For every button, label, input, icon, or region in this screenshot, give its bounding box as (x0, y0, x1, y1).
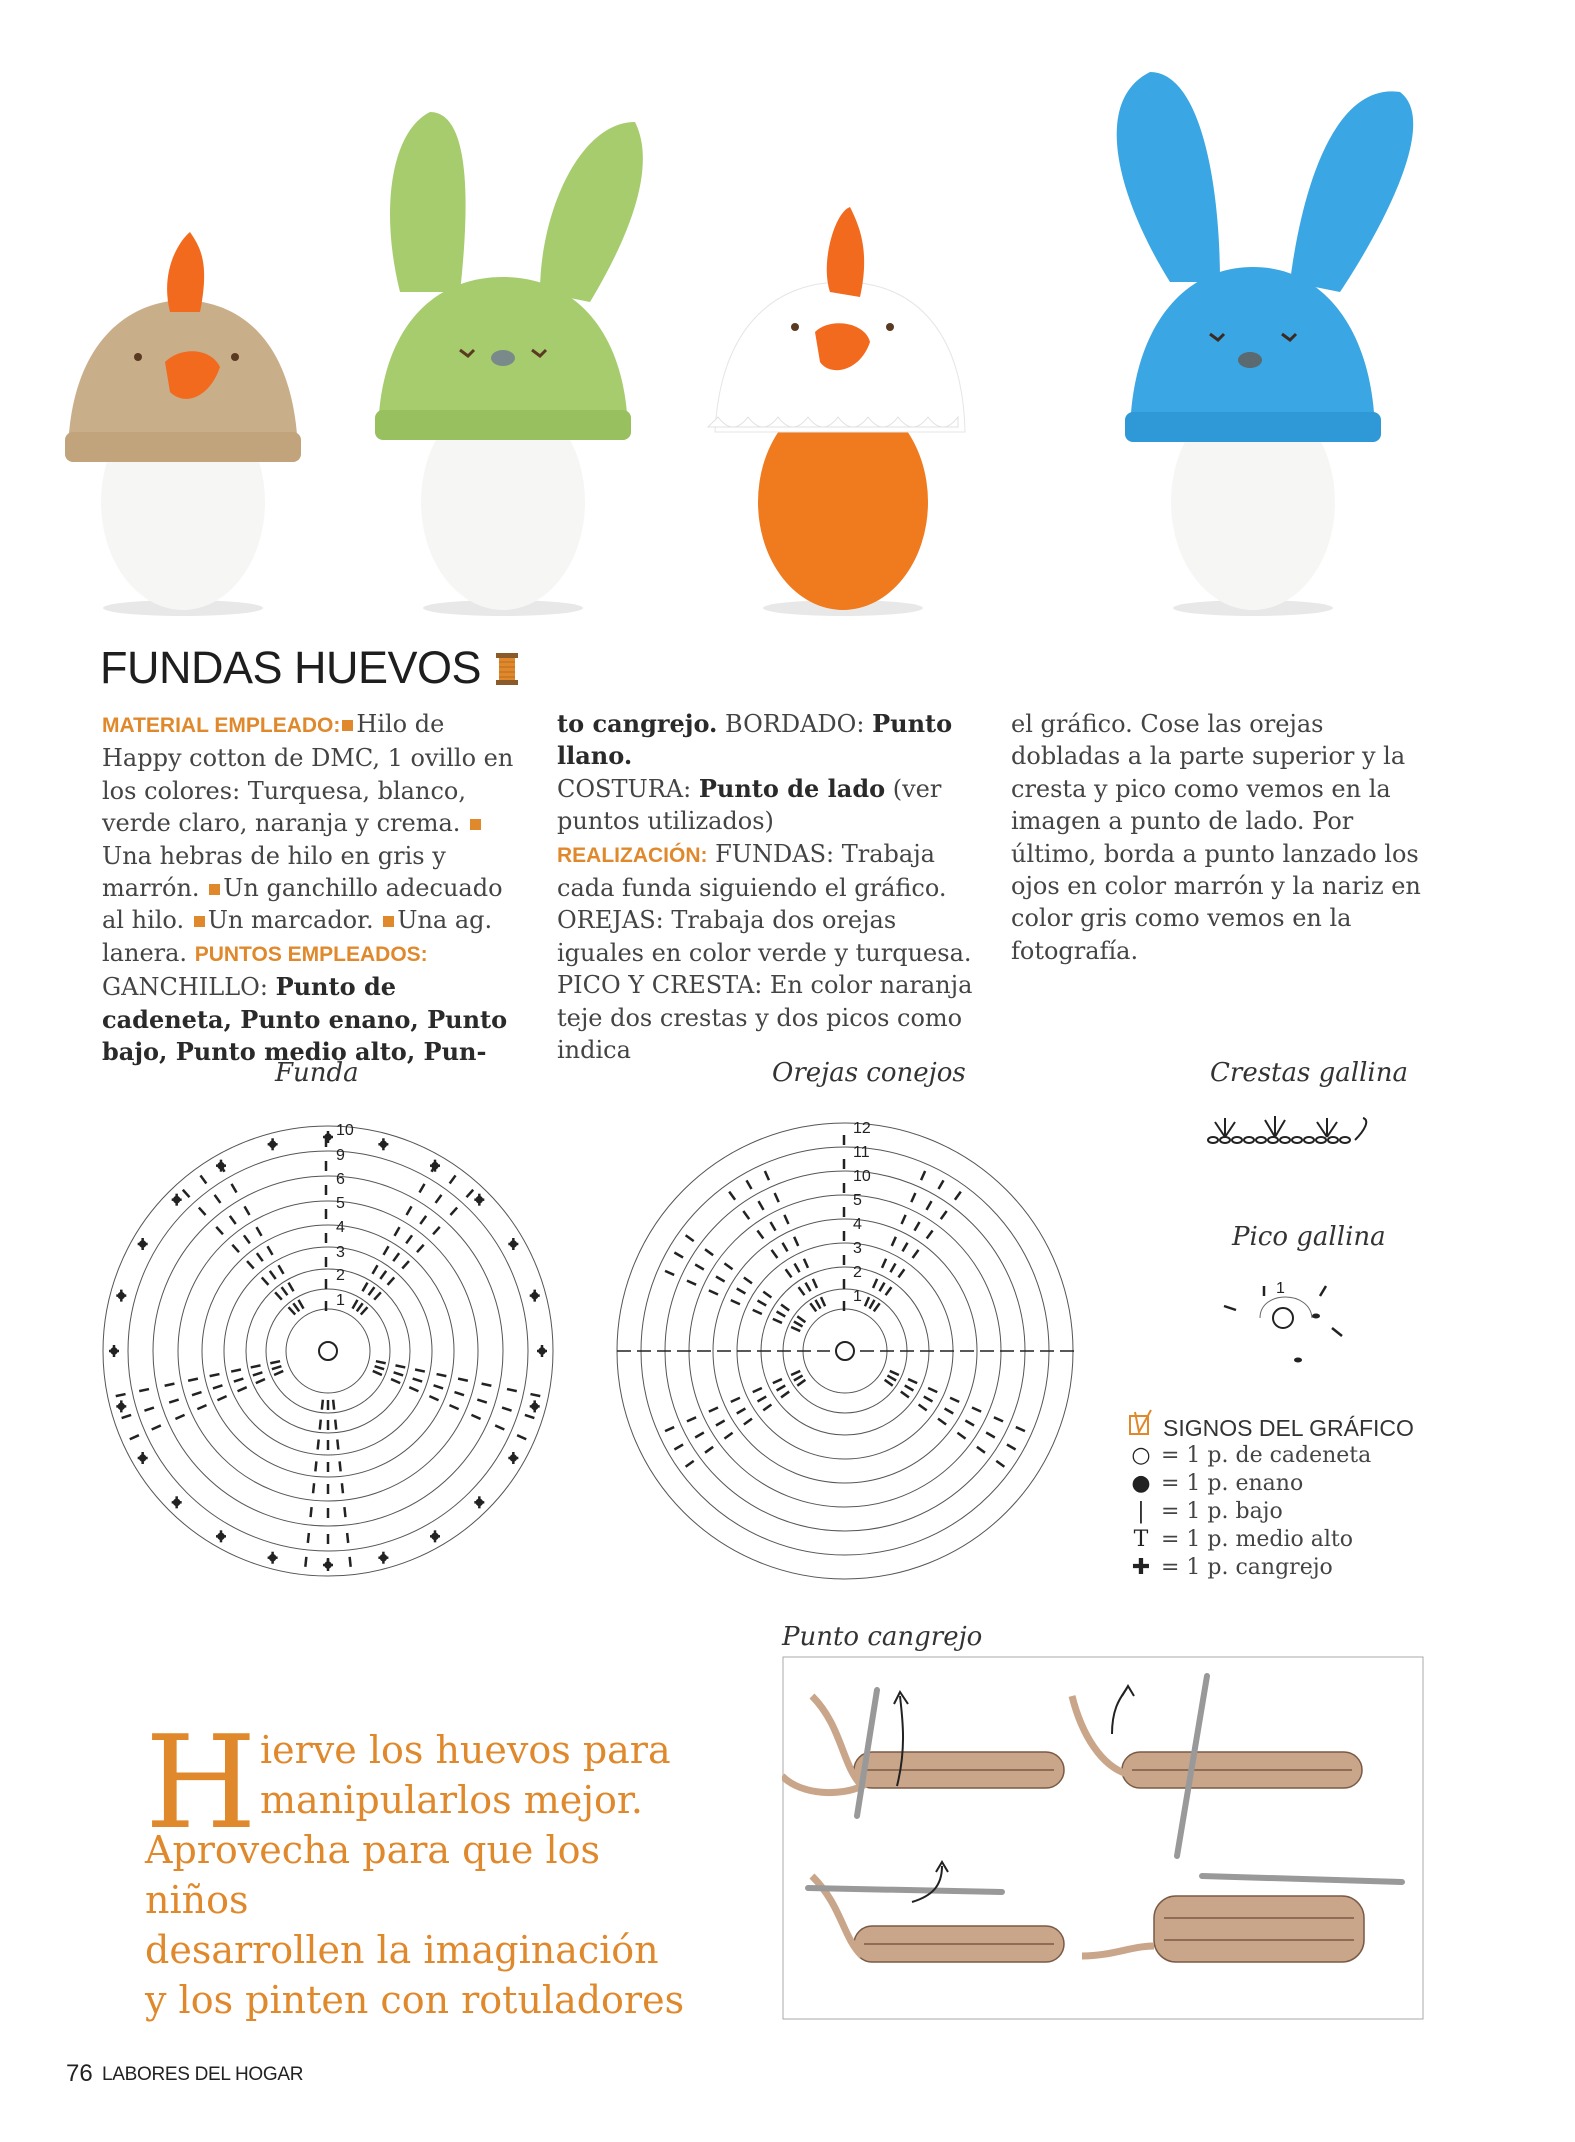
stitch-mark (724, 1433, 732, 1439)
pico-text: PICO Y CRESTA: En color naranja teje dos crestas y dos picos como indica (557, 971, 973, 1065)
funda-row-5: 5 (336, 1195, 345, 1212)
stitch-mark (130, 1435, 139, 1439)
stitch-mark (320, 1420, 321, 1430)
stitch-mark (927, 1230, 933, 1238)
stitch-mark (384, 1246, 389, 1255)
stitch-mark (289, 1283, 294, 1292)
magazine-name: LABORES DEL HOGAR (102, 2064, 304, 2085)
stitch-mark (525, 1415, 535, 1418)
thread-spool-icon (495, 652, 519, 686)
stitch-mark (773, 1379, 782, 1383)
stitch-mark (799, 1287, 805, 1295)
bordado-label: BORDADO: (725, 710, 865, 738)
single-crochet-bar-icon: | (1137, 1499, 1145, 1524)
stitch-mark (965, 1421, 974, 1426)
stitch-mark (795, 1264, 800, 1273)
stitch-mark (763, 1292, 771, 1298)
orejas-row-2: 2 (853, 1264, 862, 1281)
legend-text-half-double: = 1 p. medio alto (1161, 1527, 1353, 1552)
stitch-mark (705, 1447, 713, 1453)
ganchillo-points-cont: to cangrejo. (557, 709, 718, 738)
stitch-mark (905, 1386, 914, 1391)
stitch-mark (293, 1303, 299, 1311)
material-text-1: Hilo de Happy cotton de DMC, 1 ovillo en los colores: Turquesa, blanco, verde claro, naranja y crema. (102, 710, 514, 838)
stitch-mark (454, 1392, 464, 1395)
stitch-mark (230, 1216, 236, 1224)
stitch-mark (415, 1370, 425, 1372)
stitch-mark (757, 1230, 763, 1238)
stitch-mark (938, 1419, 946, 1425)
stitch-mark (797, 1316, 805, 1322)
stitch-mark (775, 1193, 779, 1202)
stitch-mark (436, 1195, 442, 1203)
ganchillo-points: Punto de cadeneta, Punto enano, Punto bajo, Punto medio alto, Pun- (102, 972, 508, 1067)
stitch-mark (744, 1278, 752, 1284)
stitch-mark (122, 1415, 132, 1418)
stitch-mark (344, 1507, 345, 1517)
stitch-mark (429, 1396, 438, 1400)
stitch-mark (175, 1415, 184, 1419)
stitch-mark (257, 1253, 263, 1261)
stitch-mark (1007, 1445, 1016, 1450)
stitch-mark (928, 1388, 937, 1392)
stitch-mark (270, 1361, 280, 1363)
stitch-mark (781, 1392, 789, 1398)
stitch-mark (763, 1404, 771, 1410)
stitch-mark (199, 1208, 206, 1215)
stitch-mark (765, 1171, 769, 1180)
legend-row-half-double (1128, 1527, 1353, 1552)
stitch-mark (915, 1222, 920, 1231)
stitch-mark (268, 1246, 273, 1255)
material-label: MATERIAL EMPLEADO: (102, 714, 341, 737)
punto-cangrejo-caption: Punto cangrejo (782, 1622, 983, 1652)
costura-point: Punto de lado (698, 773, 886, 803)
stitch-mark (813, 1279, 817, 1288)
stitch-mark (434, 1385, 444, 1388)
stitch-mark (716, 1277, 725, 1282)
stitch-mark (758, 1301, 767, 1306)
stitch-mark (420, 1184, 425, 1193)
funda-row-2: 2 (336, 1267, 345, 1284)
stitch-mark (363, 1283, 368, 1292)
stitch-mark (247, 1261, 254, 1268)
stitch-mark (437, 1374, 447, 1376)
stitch-mark (318, 1440, 319, 1450)
stitch-mark (216, 1227, 223, 1234)
stitch-mark (791, 1371, 800, 1375)
quote-dropcap: H (145, 1709, 257, 1858)
stitch-mark (374, 1292, 381, 1299)
stitch-mark (253, 1372, 263, 1375)
stitch-mark (753, 1388, 762, 1392)
quote-line-5: y los pinten con rotuladores (145, 1978, 685, 2022)
stitch-mark (139, 1389, 149, 1391)
stitch-mark (892, 1237, 896, 1246)
stitch-mark (898, 1269, 904, 1277)
stitch-mark (784, 1215, 788, 1224)
puntos-label: PUNTOS EMPLEADOS: (194, 942, 428, 966)
stitch-mark (350, 1557, 351, 1567)
page-title: FUNDAS HUEVOS (100, 642, 482, 693)
material-text-3: Un ganchillo adecuado al hilo. (102, 874, 503, 935)
stitch-mark (165, 1384, 175, 1386)
funda-row-4: 4 (336, 1219, 345, 1236)
stitch-mark (941, 1211, 947, 1219)
stitch-mark (373, 1371, 382, 1375)
stitch-mark (919, 1404, 927, 1410)
realizacion-label: REALIZACIÓN: (557, 843, 708, 867)
stitch-mark (197, 1405, 206, 1409)
stitch-mark (289, 1307, 296, 1314)
stitch-mark (342, 1483, 343, 1493)
text-column-3 (1011, 708, 1436, 967)
stitch-mark (335, 1420, 336, 1430)
stitch-mark (686, 1235, 694, 1241)
material-text-2: Una hebras de hilo en gris y marrón. (102, 841, 446, 903)
stitch-mark (213, 1385, 223, 1388)
stitch-mark (517, 1435, 526, 1439)
stitch-mark (417, 1245, 424, 1252)
costura-note: (ver puntos utilizados) (557, 774, 942, 836)
stitch-mark (315, 1461, 316, 1471)
stitch-mark (994, 1417, 1003, 1421)
orejas-row-1: 1 (853, 1288, 862, 1305)
half-double-crochet-icon: T (1133, 1527, 1149, 1552)
stitch-mark (885, 1380, 893, 1386)
stitch-mark (737, 1289, 746, 1294)
stitch-mark (251, 1365, 261, 1367)
funda-row-3: 3 (336, 1244, 345, 1261)
stitch-mark (450, 1175, 456, 1183)
stitch-mark (340, 1461, 341, 1471)
legend-title: SIGNOS DEL GRÁFICO (1163, 1415, 1414, 1441)
realizacion-text: FUNDAS: Trabaja cada funda siguiendo el gráfico. (557, 839, 947, 903)
crab-stitch-cross-icon: ✚ (1131, 1555, 1151, 1580)
stitch-mark (759, 1201, 764, 1210)
stitch-mark (887, 1376, 896, 1381)
orejas-row-10: 10 (853, 1168, 871, 1185)
stitch-mark (772, 1250, 778, 1258)
funda-row-9: 9 (336, 1147, 345, 1164)
quote-line-4: desarrollen la imaginación (145, 1928, 659, 1972)
stitch-mark (169, 1400, 179, 1403)
stitch-mark (882, 1259, 886, 1268)
funda-row-1: 1 (336, 1292, 345, 1309)
quote-line-2: manipularlos mejor. (260, 1778, 643, 1822)
bordado-point: Punto llano. (557, 709, 953, 771)
stitch-mark (731, 1300, 740, 1304)
stitch-mark (270, 1271, 276, 1279)
stitch-mark (665, 1271, 674, 1275)
stitch-mark (996, 1461, 1004, 1467)
stitch-mark (234, 1379, 244, 1382)
stitch-mark (777, 1312, 786, 1317)
funda-row-6: 6 (336, 1171, 345, 1188)
stitch-mark (913, 1250, 919, 1258)
stitch-mark (407, 1206, 412, 1215)
stitch-mark (891, 1264, 896, 1273)
stitch-mark (939, 1180, 944, 1189)
stitch-mark (275, 1292, 282, 1299)
chain-oval-icon: ○ (1131, 1443, 1151, 1468)
funda-caption: Funda (275, 1058, 359, 1088)
stitch-mark (821, 1297, 825, 1306)
stitch-mark (865, 1297, 869, 1306)
stitch-mark (955, 1192, 961, 1200)
stitch-mark (773, 1319, 782, 1323)
stitch-mark (816, 1300, 821, 1309)
orejas-chart (615, 1115, 1095, 1585)
stitch-mark (333, 1400, 334, 1410)
stitch-mark (709, 1290, 718, 1294)
stitch-mark (786, 1269, 792, 1277)
stitch-mark (924, 1397, 933, 1402)
page-number: 76 (66, 2060, 93, 2087)
egg-covers-photo (60, 62, 1515, 627)
stitch-mark (783, 1243, 788, 1252)
text-column-1 (102, 708, 527, 1068)
stitch-mark (781, 1305, 789, 1311)
stitch-mark (747, 1180, 752, 1189)
stitch-mark (210, 1374, 220, 1376)
stitch-mark (394, 1372, 404, 1375)
costura-label: COSTURA: (557, 774, 692, 803)
stitch-mark (810, 1303, 816, 1311)
stitch-mark (376, 1361, 386, 1363)
stitch-mark (152, 1425, 161, 1429)
stitch-mark (393, 1253, 399, 1261)
quote-line-1: ierve los huevos para (260, 1728, 671, 1772)
stitch-mark (737, 1409, 746, 1414)
stitch-mark (901, 1392, 909, 1398)
stitch-mark (305, 1557, 306, 1567)
stitch-mark (188, 1379, 198, 1381)
stitch-mark (804, 1259, 808, 1268)
stitch-mark (200, 1175, 206, 1183)
pico-chart (1220, 1268, 1370, 1378)
stitch-mark (665, 1427, 674, 1431)
legend-row-crab (1128, 1555, 1333, 1580)
stitch-mark (311, 1507, 312, 1517)
stitch-mark (450, 1405, 459, 1409)
crestas-caption: Crestas gallina (1210, 1058, 1408, 1088)
stitch-mark (272, 1366, 282, 1369)
stitch-mark (357, 1303, 363, 1311)
stitch-mark (192, 1392, 202, 1395)
stitch-mark (724, 1263, 732, 1269)
stitch-mark (337, 1440, 338, 1450)
stitch-mark (945, 1409, 954, 1414)
stitch-mark (957, 1433, 965, 1439)
stitch-mark (758, 1397, 767, 1402)
stitch-mark (731, 1398, 740, 1402)
stitch-mark (977, 1447, 985, 1453)
stitch-mark (347, 1533, 348, 1543)
stitch-mark (380, 1271, 386, 1279)
stitch-mark (972, 1408, 981, 1412)
stitch-mark (279, 1265, 284, 1274)
legend-text-slip: = 1 p. enano (1161, 1471, 1304, 1496)
stitch-mark (794, 1237, 798, 1246)
stitch-mark (257, 1227, 262, 1236)
orejas-row-12: 12 (853, 1120, 871, 1137)
stitch-mark (313, 1483, 314, 1493)
checkbox-pencil-icon (1127, 1408, 1153, 1438)
slip-stitch-dot-icon: ● (1131, 1471, 1151, 1496)
stitch-mark (753, 1310, 762, 1314)
punto-cangrejo-illustration (782, 1656, 1424, 2020)
stitch-mark (308, 1533, 309, 1543)
stitch-mark (244, 1235, 250, 1243)
stitch-mark (709, 1408, 718, 1412)
stitch-mark (282, 1287, 288, 1295)
legend-text-chain: = 1 p. de cadeneta (1161, 1443, 1372, 1468)
stitch-mark (406, 1235, 412, 1243)
stitch-mark (686, 1461, 694, 1467)
stitch-mark (674, 1253, 683, 1258)
stitch-mark (375, 1366, 385, 1369)
legend-text-single: = 1 p. bajo (1161, 1499, 1283, 1524)
stitch-mark (361, 1307, 368, 1314)
stitch-mark (705, 1249, 713, 1255)
stitch-mark (409, 1387, 418, 1391)
legend-row-single (1128, 1499, 1283, 1524)
legend-text-crab: = 1 p. cangrejo (1161, 1555, 1333, 1580)
orejas-row-11: 11 (853, 1144, 870, 1161)
stitch-mark (695, 1433, 704, 1438)
stitch-mark (299, 1300, 304, 1309)
stitch-mark (902, 1215, 906, 1224)
stitch-mark (921, 1171, 925, 1180)
pico-text-cont: el gráfico. Cose las orejas dobladas a la parte superior y la cresta y pico como vemos en la imagen a punto de lado. Por último, borda a punto lanzado los ojos en color marrón y la nariz en color gris como vemos en la fotografía. (1011, 710, 1421, 965)
stitch-mark (467, 1190, 474, 1197)
funda-row-10: 10 (336, 1122, 354, 1139)
pico-row-1: 1 (1276, 1280, 1285, 1297)
stitch-mark (695, 1265, 704, 1270)
material-text-4: Un marcador. (207, 906, 374, 935)
stitch-mark (743, 1211, 749, 1219)
stitch-mark (791, 1327, 800, 1331)
stitch-mark (797, 1380, 805, 1386)
stitch-mark (502, 1408, 512, 1411)
stitch-mark (388, 1277, 395, 1284)
quote-line-3: Aprovecha para que los niños (145, 1828, 601, 1922)
legend-row-slip (1128, 1471, 1303, 1496)
stitch-mark (482, 1384, 492, 1386)
orejas-row-3: 3 (853, 1240, 862, 1257)
stitch-mark (870, 1300, 875, 1309)
stitch-mark (353, 1300, 358, 1309)
stitch-mark (232, 1184, 237, 1193)
stitch-mark (1016, 1427, 1025, 1431)
stitch-mark (687, 1281, 696, 1285)
stitch-mark (927, 1201, 932, 1210)
stitch-mark (874, 1303, 880, 1311)
stitch-mark (687, 1417, 696, 1421)
stitch-mark (217, 1396, 226, 1400)
stitch-mark (806, 1283, 811, 1292)
stitch-mark (880, 1283, 885, 1292)
pico-caption: Pico gallina (1232, 1222, 1386, 1252)
orejas-row-4: 4 (853, 1216, 862, 1233)
stitch-mark (144, 1408, 154, 1411)
stitch-mark (507, 1389, 517, 1391)
pull-quote (145, 1709, 705, 2025)
stitch-mark (890, 1371, 899, 1375)
stitch-mark (450, 1208, 457, 1215)
crestas-chart (1205, 1110, 1385, 1150)
stitch-mark (986, 1433, 995, 1438)
stitch-mark (402, 1261, 409, 1268)
stitch-mark (729, 1192, 735, 1200)
stitch-mark (274, 1371, 283, 1375)
stitch-mark (232, 1245, 239, 1252)
orejas-row-5: 5 (853, 1192, 862, 1209)
text-column-2 (557, 708, 982, 1066)
stitch-mark (471, 1415, 480, 1419)
stitch-mark (794, 1376, 803, 1381)
stitch-mark (886, 1287, 892, 1295)
orejas-text: OREJAS: Trabaja dos orejas iguales en color verde y turquesa. (557, 906, 972, 967)
stitch-mark (116, 1394, 126, 1396)
stitch-mark (530, 1394, 540, 1396)
stitch-mark (873, 1279, 877, 1288)
stitch-mark (245, 1206, 250, 1215)
material-text-5: Una ag. lanera. (102, 906, 493, 967)
stitch-mark (777, 1386, 786, 1391)
stitch-mark (716, 1421, 725, 1426)
stitch-mark (391, 1379, 400, 1383)
stitch-mark (908, 1379, 917, 1383)
stitch-mark (413, 1379, 423, 1382)
stitch-mark (256, 1379, 265, 1383)
stitch-mark (771, 1222, 776, 1231)
stitch-mark (215, 1195, 221, 1203)
stitch-mark (911, 1193, 915, 1202)
ganchillo-label: GANCHILLO: (102, 973, 268, 1002)
stitch-mark (395, 1365, 405, 1367)
funda-chart (100, 1115, 570, 1585)
stitch-mark (794, 1322, 803, 1327)
stitch-mark (458, 1379, 468, 1381)
stitch-mark (903, 1243, 908, 1252)
stitch-mark (950, 1398, 959, 1402)
stitch-mark (395, 1227, 400, 1236)
legend-row-chain (1128, 1443, 1371, 1468)
stitch-mark (231, 1370, 241, 1372)
stitch-mark (477, 1400, 487, 1403)
stitch-mark (262, 1277, 269, 1284)
stitch-mark (183, 1190, 190, 1197)
stitch-mark (744, 1419, 752, 1425)
stitch-mark (674, 1445, 683, 1450)
stitch-mark (369, 1287, 375, 1295)
stitch-mark (373, 1265, 378, 1274)
stitch-mark (420, 1216, 426, 1224)
stitch-mark (433, 1227, 440, 1234)
orejas-caption: Orejas conejos (772, 1058, 966, 1088)
stitch-mark (238, 1387, 247, 1391)
stitch-mark (322, 1400, 323, 1410)
stitch-mark (495, 1425, 504, 1429)
